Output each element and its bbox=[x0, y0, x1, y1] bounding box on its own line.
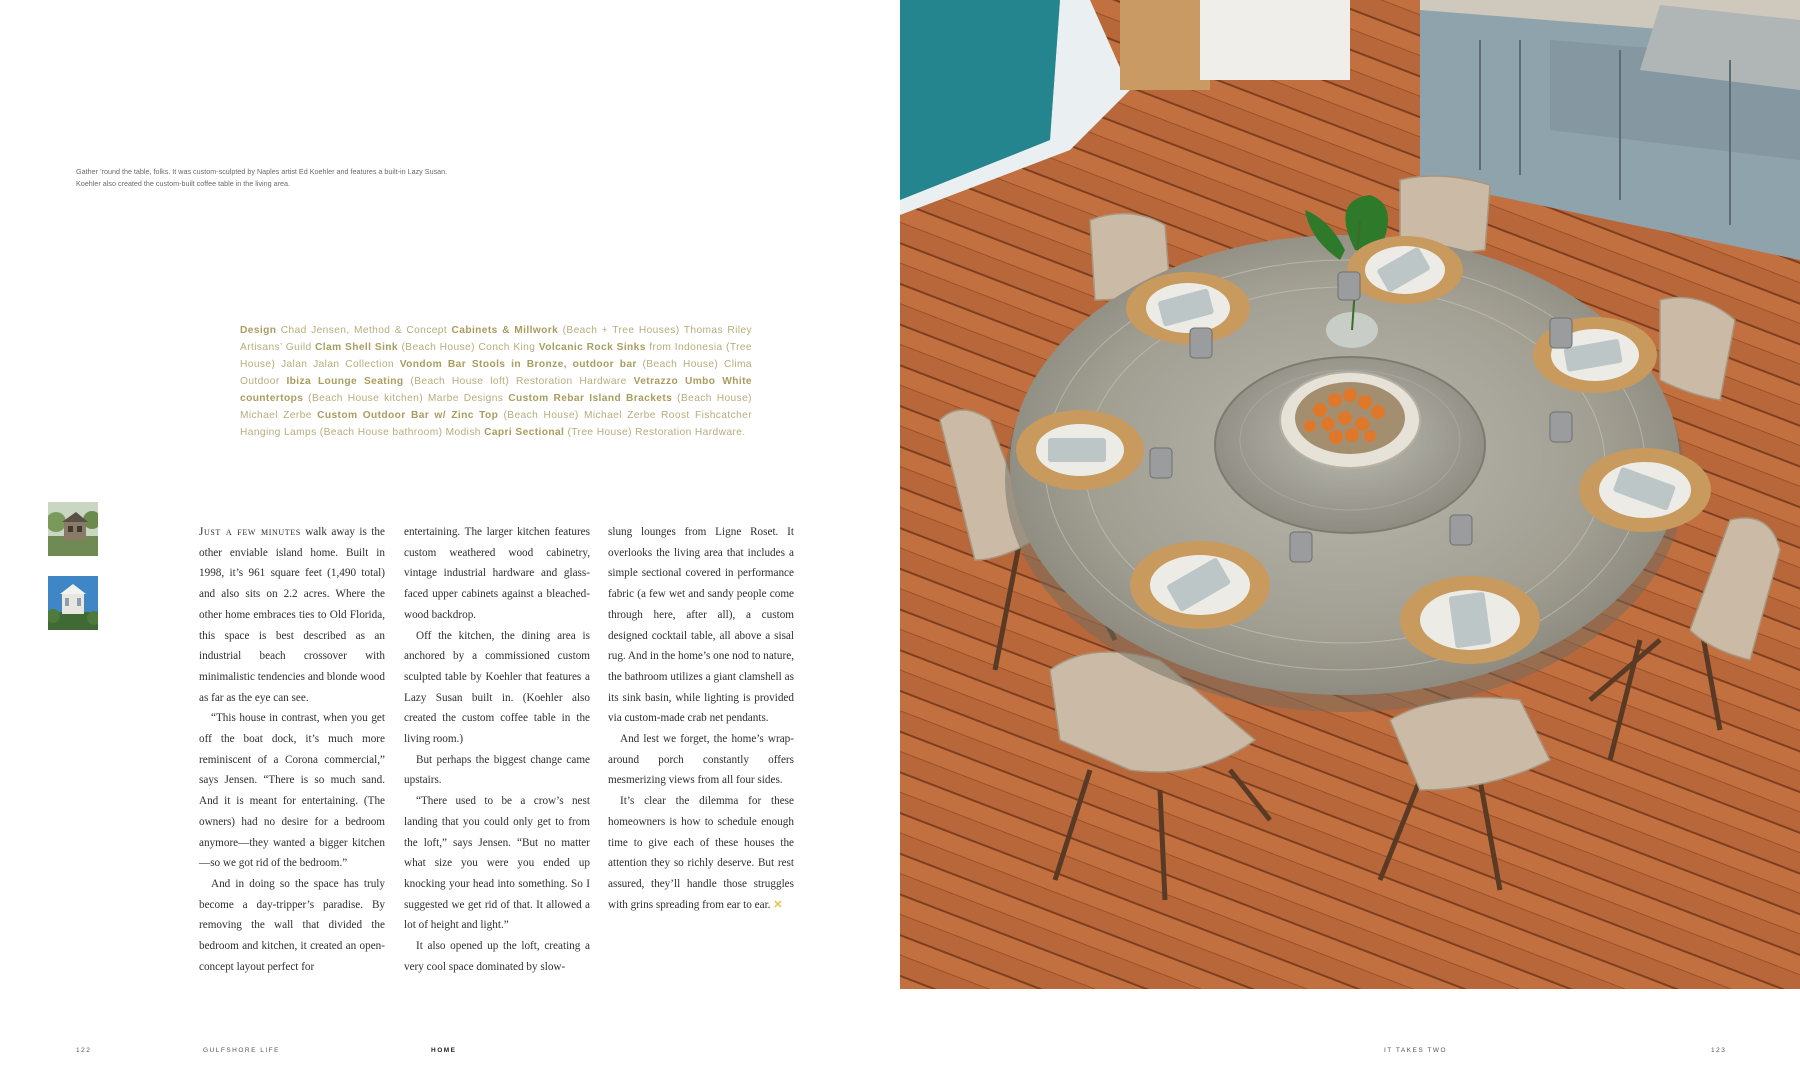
magazine-name: GULFSHORE LIFE bbox=[203, 1047, 280, 1054]
thumbnail-beach-house bbox=[48, 502, 98, 556]
credit-source: (Beach House) Conch King bbox=[398, 342, 539, 353]
credit-source: (Beach House) Michael Zerbe bbox=[240, 393, 752, 421]
dining-table-photo bbox=[900, 0, 1800, 989]
credit-item-name: Cabinets & Millwork bbox=[451, 325, 559, 336]
credit-source: Chad Jensen, Method & Concept bbox=[276, 325, 452, 336]
article-title-running: IT TAKES TWO bbox=[1384, 1047, 1448, 1054]
paragraph: entertaining. The larger kitchen features custom weathered wood cabinetry, vintage industrial hardware and glass-faced upper cabinets against a bleached-wood backdrop. bbox=[404, 526, 590, 621]
page-number-left: 122 bbox=[76, 1047, 92, 1054]
article-lead-in: Just a few minutes bbox=[199, 526, 301, 538]
paragraph: But perhaps the biggest change came upstairs. bbox=[404, 753, 590, 787]
resources-credits bbox=[240, 322, 752, 441]
credit-item-name: Vetrazzo Umbo White countertops bbox=[240, 376, 752, 404]
paragraph: It also opened up the loft, creating a very cool space dominated by slow- bbox=[404, 940, 590, 973]
credit-item-name: Ibiza Lounge Seating bbox=[286, 376, 404, 387]
section-name: HOME bbox=[431, 1047, 457, 1054]
credit-source: (Beach House loft) Restoration Hardware bbox=[403, 376, 634, 387]
paragraph: Off the kitchen, the dining area is anchored by a commissioned custom sculpted table by Koehler that features a Lazy Susan built in. (Koehler also created the custom coffee table in the living room.) bbox=[404, 629, 590, 746]
paragraph: “This house in contrast, when you get off the boat dock, it’s much more reminiscent of a Corona commercial,” says Jensen. “There is so much sand. And it is meant for entertaining. (The owners) had no desire for a bedroom anymore—they wanted a bigger kitchen—so we got rid of the bedroom.” bbox=[199, 712, 385, 870]
photo-caption: Gather ’round the table, folks. It was custom-sculpted by Naples artist Ed Koehler and features a built-in Lazy Susan. Koehler also created the custom-built coffee table in the living area. bbox=[76, 167, 448, 188]
credit-source: (Beach House kitchen) Marbe Designs bbox=[303, 393, 509, 404]
paragraph: walk away is the other enviable island home. Built in 1998, it’s 961 square feet (1,490 total) and also sits on 2.2 acres. Where the other home embraces ties to Old Florida, this space is best described as an industrial beach crossover with minimalistic tendencies and blonde wood as far as the eye can see. bbox=[199, 526, 385, 704]
paragraph: “There used to be a crow’s nest landing that you could only get to from the loft,” says Jensen. “But no matter what size you were you ended up knocking your head into something. So I suggested we get rid of that. It allowed a lot of height and light.” bbox=[404, 795, 590, 932]
paragraph bbox=[608, 791, 794, 915]
thumbnail-tree-house bbox=[48, 576, 98, 630]
credit-item-name: Capri Sectional bbox=[484, 427, 565, 438]
paragraph: And in doing so the space has truly become a day-tripper’s paradise. By removing the wall that divided the bedroom and kitchen, it created an open-concept layout perfect for bbox=[199, 877, 385, 973]
paragraph: And lest we forget, the home’s wrap-around porch constantly offers mesmerizing views from all four sides. bbox=[608, 733, 794, 787]
page-number-right: 123 bbox=[1711, 1047, 1727, 1054]
credit-source: (Tree House) Restoration Hardware. bbox=[564, 427, 746, 438]
credit-item-name: Custom Rebar Island Brackets bbox=[508, 393, 673, 404]
credit-source: (Beach House) Clima Outdoor bbox=[240, 359, 752, 387]
article-column-1 bbox=[199, 522, 385, 977]
credit-item-name: Volcanic Rock Sinks bbox=[538, 342, 646, 353]
end-mark-icon: ✕ bbox=[773, 898, 783, 911]
paragraph-text: It’s clear the dilemma for these homeowners is how to schedule enough time to give each of these houses the attention they so richly deserve. But rest assured, they’ll handle those struggles with grins spreading from ear to ear. bbox=[608, 795, 794, 911]
credit-item-name: Custom Outdoor Bar w/ Zinc Top bbox=[317, 410, 499, 421]
credit-source: from Indonesia (Tree House) Jalan Jalan Collection bbox=[240, 342, 752, 370]
article-column-3 bbox=[608, 522, 794, 915]
credit-source: (Beach + Tree Houses) Thomas Riley Artisans’ Guild bbox=[240, 325, 753, 353]
credit-item-name: Design bbox=[240, 325, 277, 336]
paragraph: slung lounges from Ligne Roset. It overlooks the living area that includes a simple sectional covered in performance fabric (a few wet and sandy people come through here, after all), a custom designed cocktail table, all above a sisal rug. And in the home’s one nod to nature, the bathroom utilizes a giant clamshell as its sink basin, while lighting is provided via custom-made crab net pendants. bbox=[608, 526, 794, 725]
article-column-2 bbox=[404, 522, 590, 977]
credit-item-name: Vondom Bar Stools in Bronze, outdoor bar bbox=[399, 359, 637, 370]
credit-source: (Beach House) Michael Zerbe Roost Fishcatcher Hanging Lamps (Beach House bathroom) Modish bbox=[240, 410, 752, 438]
credit-item-name: Clam Shell Sink bbox=[315, 342, 398, 353]
